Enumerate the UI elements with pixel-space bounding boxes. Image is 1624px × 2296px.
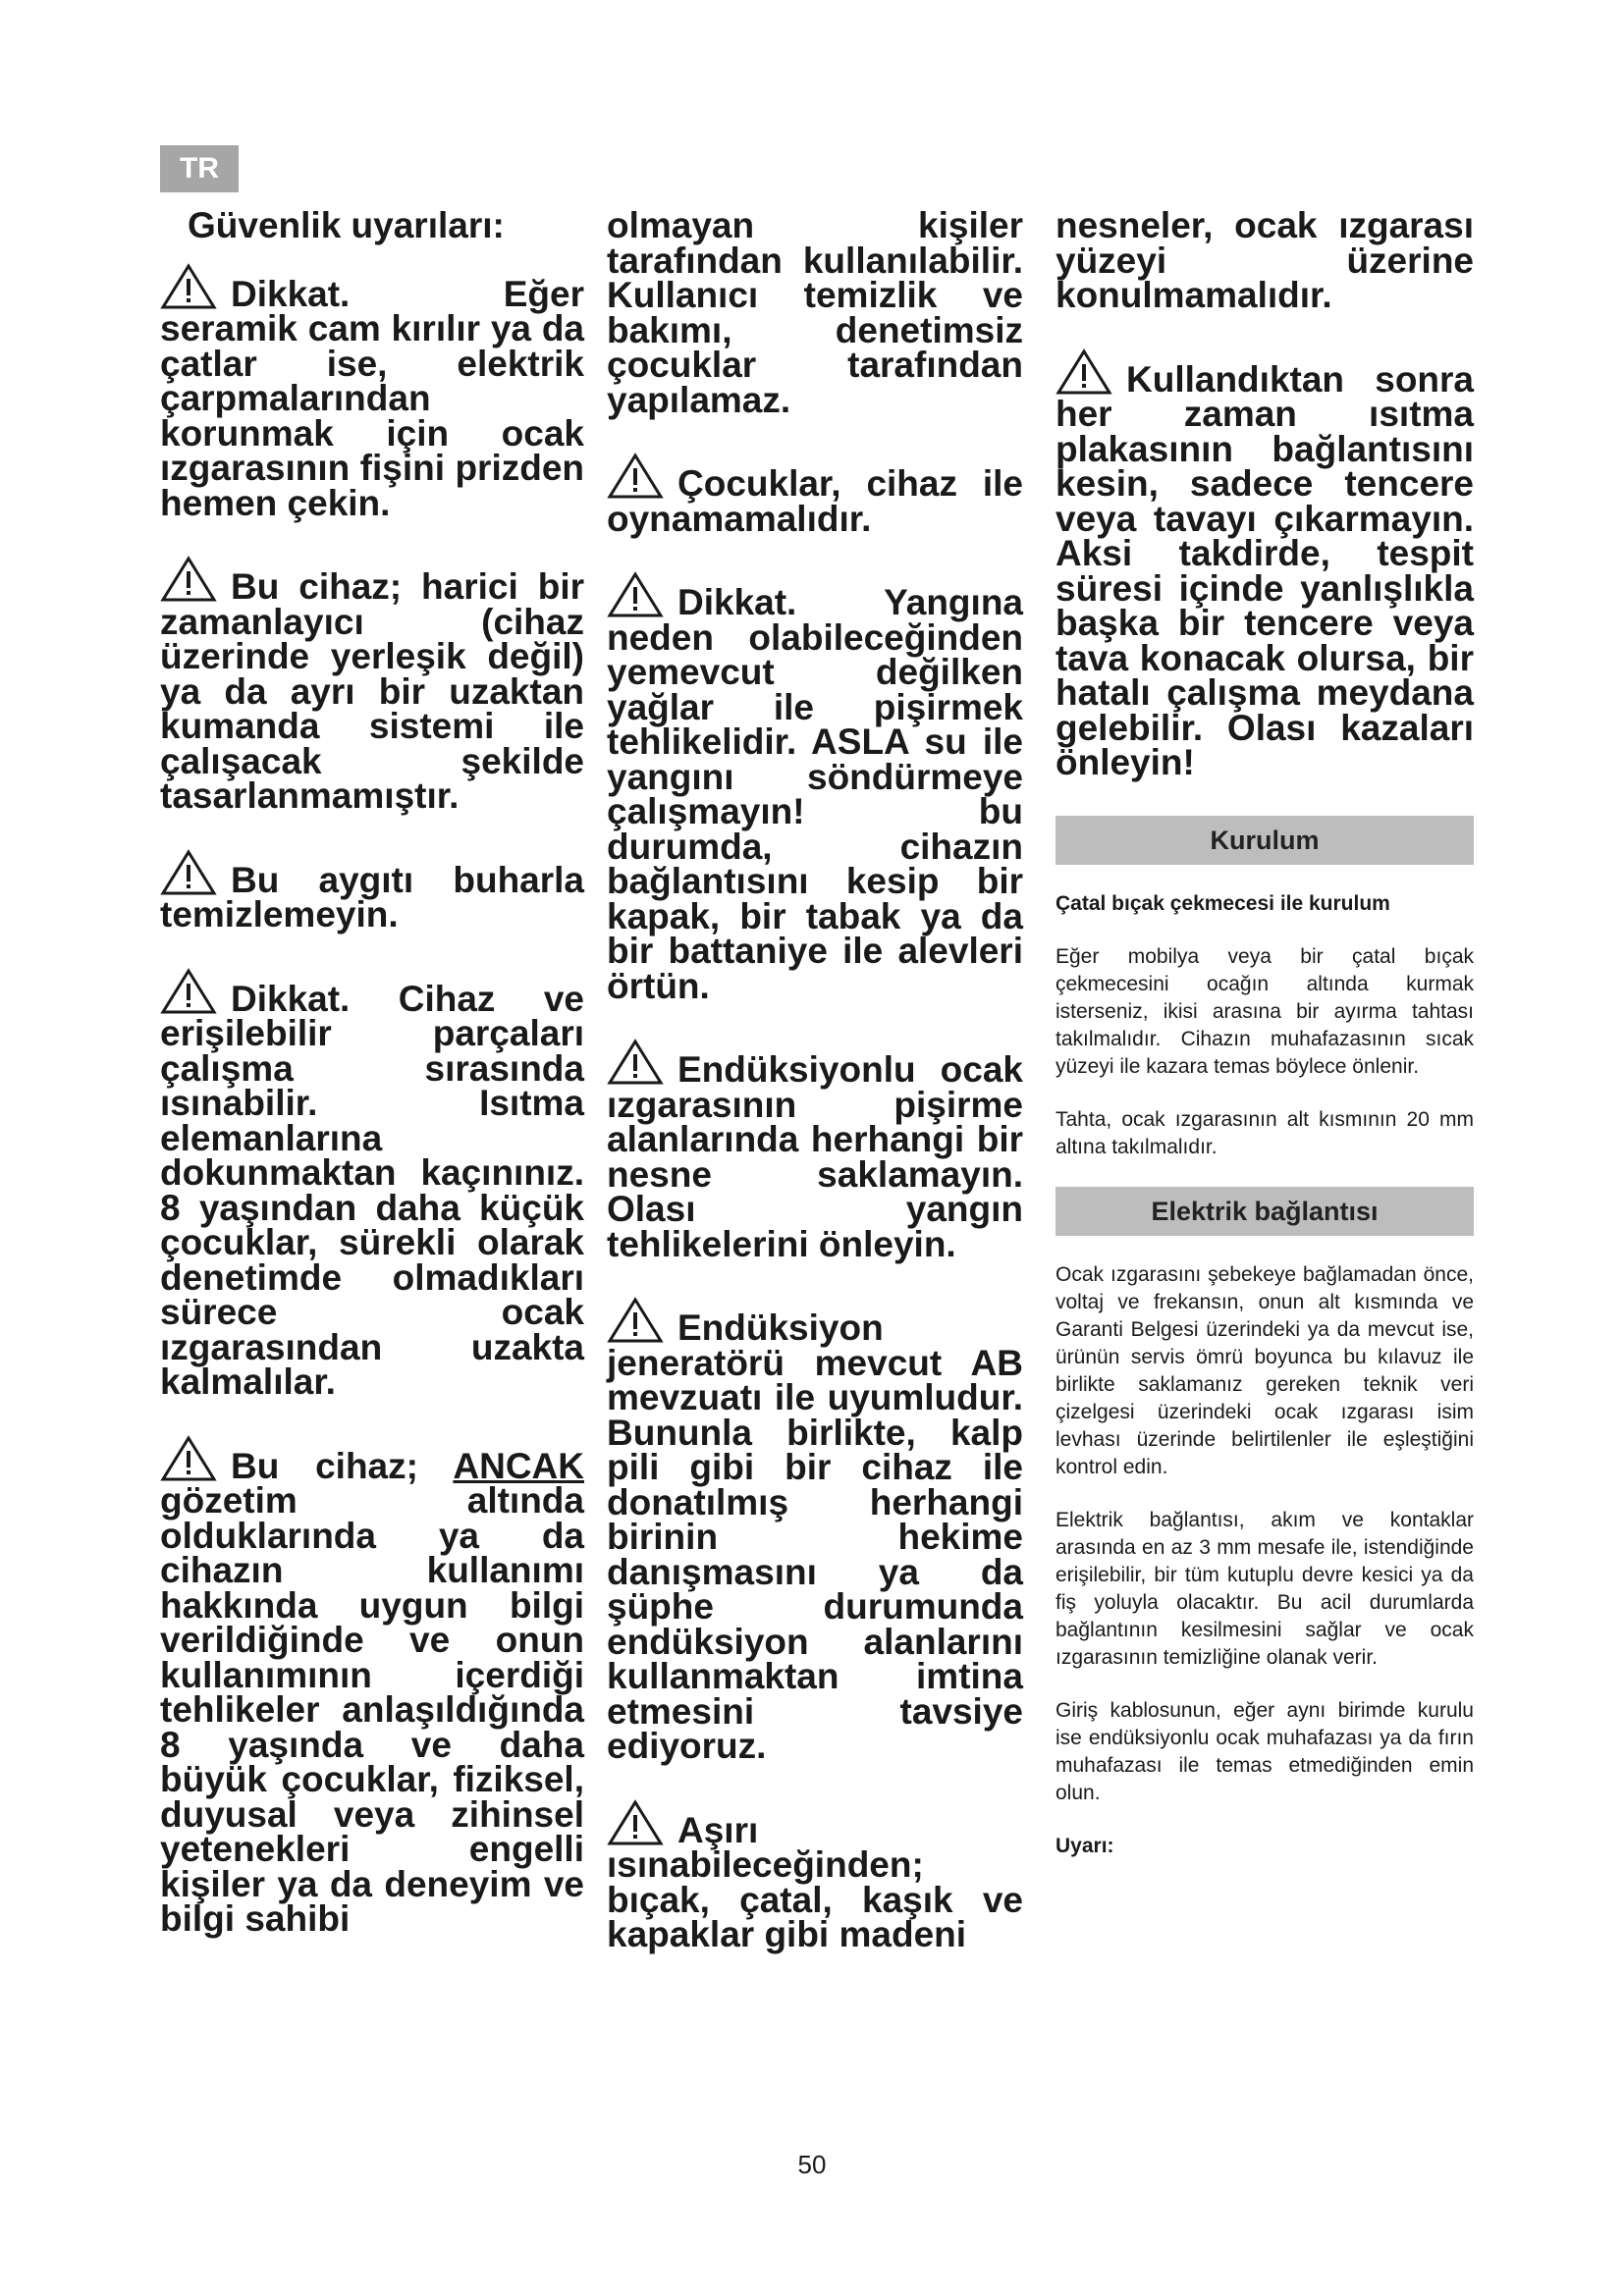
warning-triangle-icon — [607, 1799, 664, 1846]
warning-metal — [607, 1799, 1023, 1952]
warning-triangle-icon — [160, 849, 217, 896]
electrical-paragraph-3: Giriş kablosunun, eğer aynı birimde kurulu ise endüksiyonlu ocak muhafazası ya da fırın muhafazası ile temas etmediğinden emin olun. — [1056, 1698, 1474, 1804]
warning-glass-text: Dikkat. Eğer seramik cam kırılır ya da çatlar ise, elektrik çarpmalarından korunmak için ocak ızgarasının fişini prizden hemen çekin. — [160, 273, 584, 523]
warning-metal-text: Aşırı ısınabileceğinden; bıçak, çatal, kaşık ve kapaklar gibi madeni — [607, 1809, 1023, 1954]
warning-storage-text: Endüksiyonlu ocak ızgarasının pişirme alanlarında herhangi bir nesne saklamayın. Olası yangın tehlikelerini önleyin. — [607, 1049, 1023, 1264]
warning-steam — [160, 849, 584, 933]
column-2 — [607, 205, 1023, 1988]
warning-triangle-icon — [160, 556, 217, 603]
warning-heat — [160, 968, 584, 1400]
page-number: 50 — [797, 2150, 827, 2179]
warning-children-text-a: Bu cihaz; — [231, 1445, 418, 1486]
warning-triangle-icon — [607, 453, 664, 500]
column-3 — [1056, 205, 1474, 1886]
electrical-paragraph-2: Elektrik bağlantısı, akım ve kontaklar arasında en az 3 mm mesafe ile, istendiğinde erişilebilir, bir tüm kutuplu devre kesici ya da fiş yoluyla olacaktır. Bu acil durumlarda bağlantının kesilmesini sağlar ve ocak ızgarasının temizliğine olanak verir. — [1056, 1508, 1474, 1669]
warning-disconnect — [1056, 348, 1474, 780]
warning-triangle-icon — [607, 1297, 664, 1344]
warning-triangle-icon — [160, 263, 217, 310]
warning-pacemaker — [607, 1297, 1023, 1764]
column-1 — [160, 205, 584, 1972]
warning-glass — [160, 263, 584, 521]
drawer-subheading: Çatal bıçak çekmecesi ile kurulum — [1056, 891, 1390, 915]
warning-fire — [607, 571, 1023, 1006]
warning-children — [160, 1435, 584, 1937]
drawer-paragraph: Eğer mobilya veya bir çatal bıçak çekmecesini ocağın altında kurmak isterseniz, ikisi arasına bir ayırma tahtası takılmalıdır. Cihazın muhafazasının sıcak yüzeyi ile kazara temas böylece önlenir. — [1056, 944, 1474, 1078]
warning-triangle-icon — [607, 571, 664, 618]
warning-children-text-b: gözetim altında olduklarında ya da cihazın kullanımı hakkında uygun bilgi verildiğinde ve onun kullanımının içerdiği tehlikeler anlaşıldığında 8 yaşında ve daha büyük çocuklar, fiziksel, duyusal veya zihinsel yetenekleri engelli kişiler ya da deneyim ve bilgi sahibi — [160, 1480, 584, 1939]
section-electrical-heading: Elektrik bağlantısı — [1056, 1187, 1474, 1236]
warning-disconnect-text: Kullandıktan sonra her zaman ısıtma plakasının bağlantısını kesin, sadece tencere veya tavayı çıkarmayın. Aksi takdirde, tespit süresi içinde yanlışlıkla başka bir tencere veya tava konacak olursa, bir hatalı çalışma meydana gelebilir. Olası kazaları önleyin! — [1056, 358, 1474, 782]
warning-steam-text: Bu aygıtı buharla temizlemeyin. — [160, 859, 584, 934]
electrical-paragraph-1: Ocak ızgarasını şebekeye bağlamadan önce, voltaj ve frekansın, onun alt kısmında ve Garanti Belgesi üzerindeki ya da mevcut ise, ürünün servis ömrü boyunca bu kılavuz ile birlikte saklamanız gereken teknik veri çizelgesi üzerindeki ocak ızgarası isim levhası üzerinde belirtilenler ile eşleştiğini kontrol edin. — [1056, 1262, 1474, 1478]
warning-heat-text: Dikkat. Cihaz ve erişilebilir parçaları çalışma sırasında ısınabilir. Isıtma elemanlarına dokunmaktan kaçınınız. 8 yaşından daha küçük çocuklar, sürekli olarak denetimde olmadıkları sürece ocak ızgarasından uzakta kalmalılar. — [160, 978, 584, 1402]
warning-triangle-icon — [160, 968, 217, 1015]
warning-label: Uyarı: — [1056, 1834, 1114, 1857]
metal-continued: nesneler, ocak ızgarası yüzeyi üzerine konulmamalıdır. — [1056, 205, 1474, 315]
warning-fire-text: Dikkat. Yangına neden olabileceğinden yemevcut değilken yağlar ile pişirmek tehlikelidir. ASLA su ile yangını söndürmeye çalışmayın! bu durumda, cihazın bağlantısını kesip bir kapak, bir tabak ya da bir battaniye ile alevleri örtün. — [607, 582, 1023, 1006]
warning-triangle-icon — [160, 1435, 217, 1482]
warning-triangle-icon — [607, 1039, 664, 1086]
warning-triangle-icon — [1056, 348, 1112, 396]
warning-pacemaker-text: Endüksiyon jeneratörü mevcut AB mevzuatı ile uyumludur. Bununla birlikte, kalp pili gibi bir cihaz ile donatılmış herhangi birinin hekime danışmasını ya da şüphe durumunda endüksiyon alanlarını kullanmaktan imtina etmesini tavsiye ediyoruz. — [607, 1308, 1023, 1766]
board-paragraph: Tahta, ocak ızgarasının alt kısmının 20 mm altına takılmalıdır. — [1056, 1107, 1474, 1158]
warning-timer — [160, 556, 584, 814]
warning-children-emphasis: ANCAK — [453, 1445, 584, 1486]
warning-play — [607, 453, 1023, 539]
warning-timer-text: Bu cihaz; harici bir zamanlayıcı (cihaz üzerinde yerleşik değil) ya da ayrı bir uzaktan kumanda sistemi ile çalışacak şekilde tasarlanmamıştır. — [160, 566, 584, 816]
warning-storage — [607, 1039, 1023, 1264]
children-continued: olmayan kişiler tarafından kullanılabilir. Kullanıcı temizlik ve bakımı, denetimsiz çocuklar tarafından yapılamaz. — [607, 205, 1023, 420]
safety-heading: Güvenlik uyarıları: — [188, 205, 505, 245]
warning-play-text: Çocuklar, cihaz ile oynamamalıdır. — [607, 463, 1023, 539]
section-installation-heading: Kurulum — [1056, 816, 1474, 865]
language-tag: TR — [160, 145, 239, 192]
